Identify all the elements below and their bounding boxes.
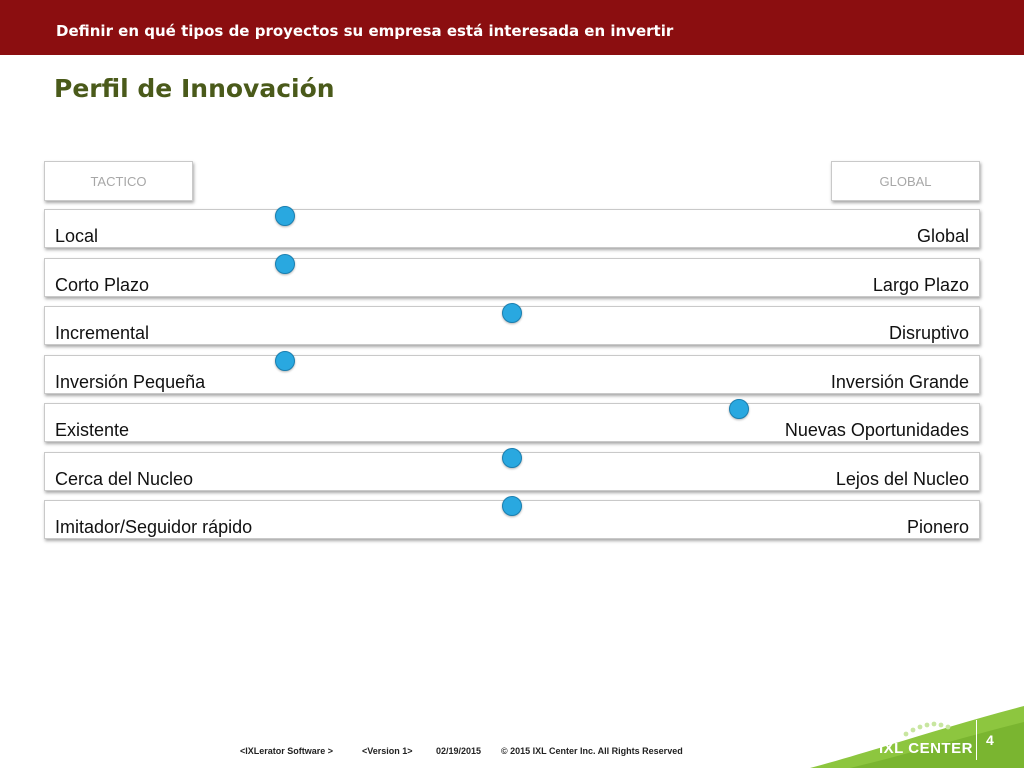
tactico-label: TACTICO — [44, 161, 193, 201]
slider-marker-4[interactable] — [729, 399, 749, 419]
slider-marker-6[interactable] — [502, 496, 522, 516]
slider-marker-5[interactable] — [502, 448, 522, 468]
banner-text: Definir en qué tipos de proyectos su empresa está interesada en invertir — [56, 22, 674, 40]
scale-row-local-global — [44, 209, 980, 248]
footer-version: <Version 1> — [362, 746, 413, 756]
page-title: Perfil de Innovación — [54, 74, 335, 103]
footer-copyright: © 2015 IXL Center Inc. All Rights Reserved — [501, 746, 683, 756]
row-left-label: Local — [55, 226, 99, 246]
slider-marker-1[interactable] — [275, 254, 295, 274]
footer-software: <IXLerator Software > — [240, 746, 334, 756]
row-left-label: Inversión Pequeña — [55, 372, 206, 392]
row-right-label: Global — [916, 226, 969, 246]
footer-date: 02/19/2015 — [436, 746, 482, 756]
slider-marker-2[interactable] — [502, 303, 522, 323]
scale-row-plazo — [44, 258, 980, 297]
logo-divider — [976, 720, 977, 760]
row-right-label: Pionero — [906, 517, 969, 537]
page-number: 4 — [986, 732, 994, 748]
logo-text: IXL CENTER — [879, 740, 973, 757]
top-banner — [0, 0, 1024, 55]
slider-marker-3[interactable] — [275, 351, 295, 371]
row-left-label: Corto Plazo — [55, 275, 150, 295]
scale-row-inversion — [44, 355, 980, 394]
row-left-label: Incremental — [55, 323, 150, 343]
row-left-label: Imitador/Seguidor rápido — [55, 517, 253, 537]
scale-row-existente-nuevas — [44, 403, 980, 442]
row-left-label: Cerca del Nucleo — [55, 469, 194, 489]
slider-marker-0[interactable] — [275, 206, 295, 226]
row-right-label: Largo Plazo — [872, 275, 969, 295]
global-label: GLOBAL — [831, 161, 980, 201]
row-right-label: Disruptivo — [888, 323, 969, 343]
row-left-label: Existente — [55, 420, 130, 440]
row-right-label: Lejos del Nucleo — [835, 469, 969, 489]
row-right-label: Inversión Grande — [830, 372, 969, 392]
row-right-label: Nuevas Oportunidades — [784, 420, 969, 440]
